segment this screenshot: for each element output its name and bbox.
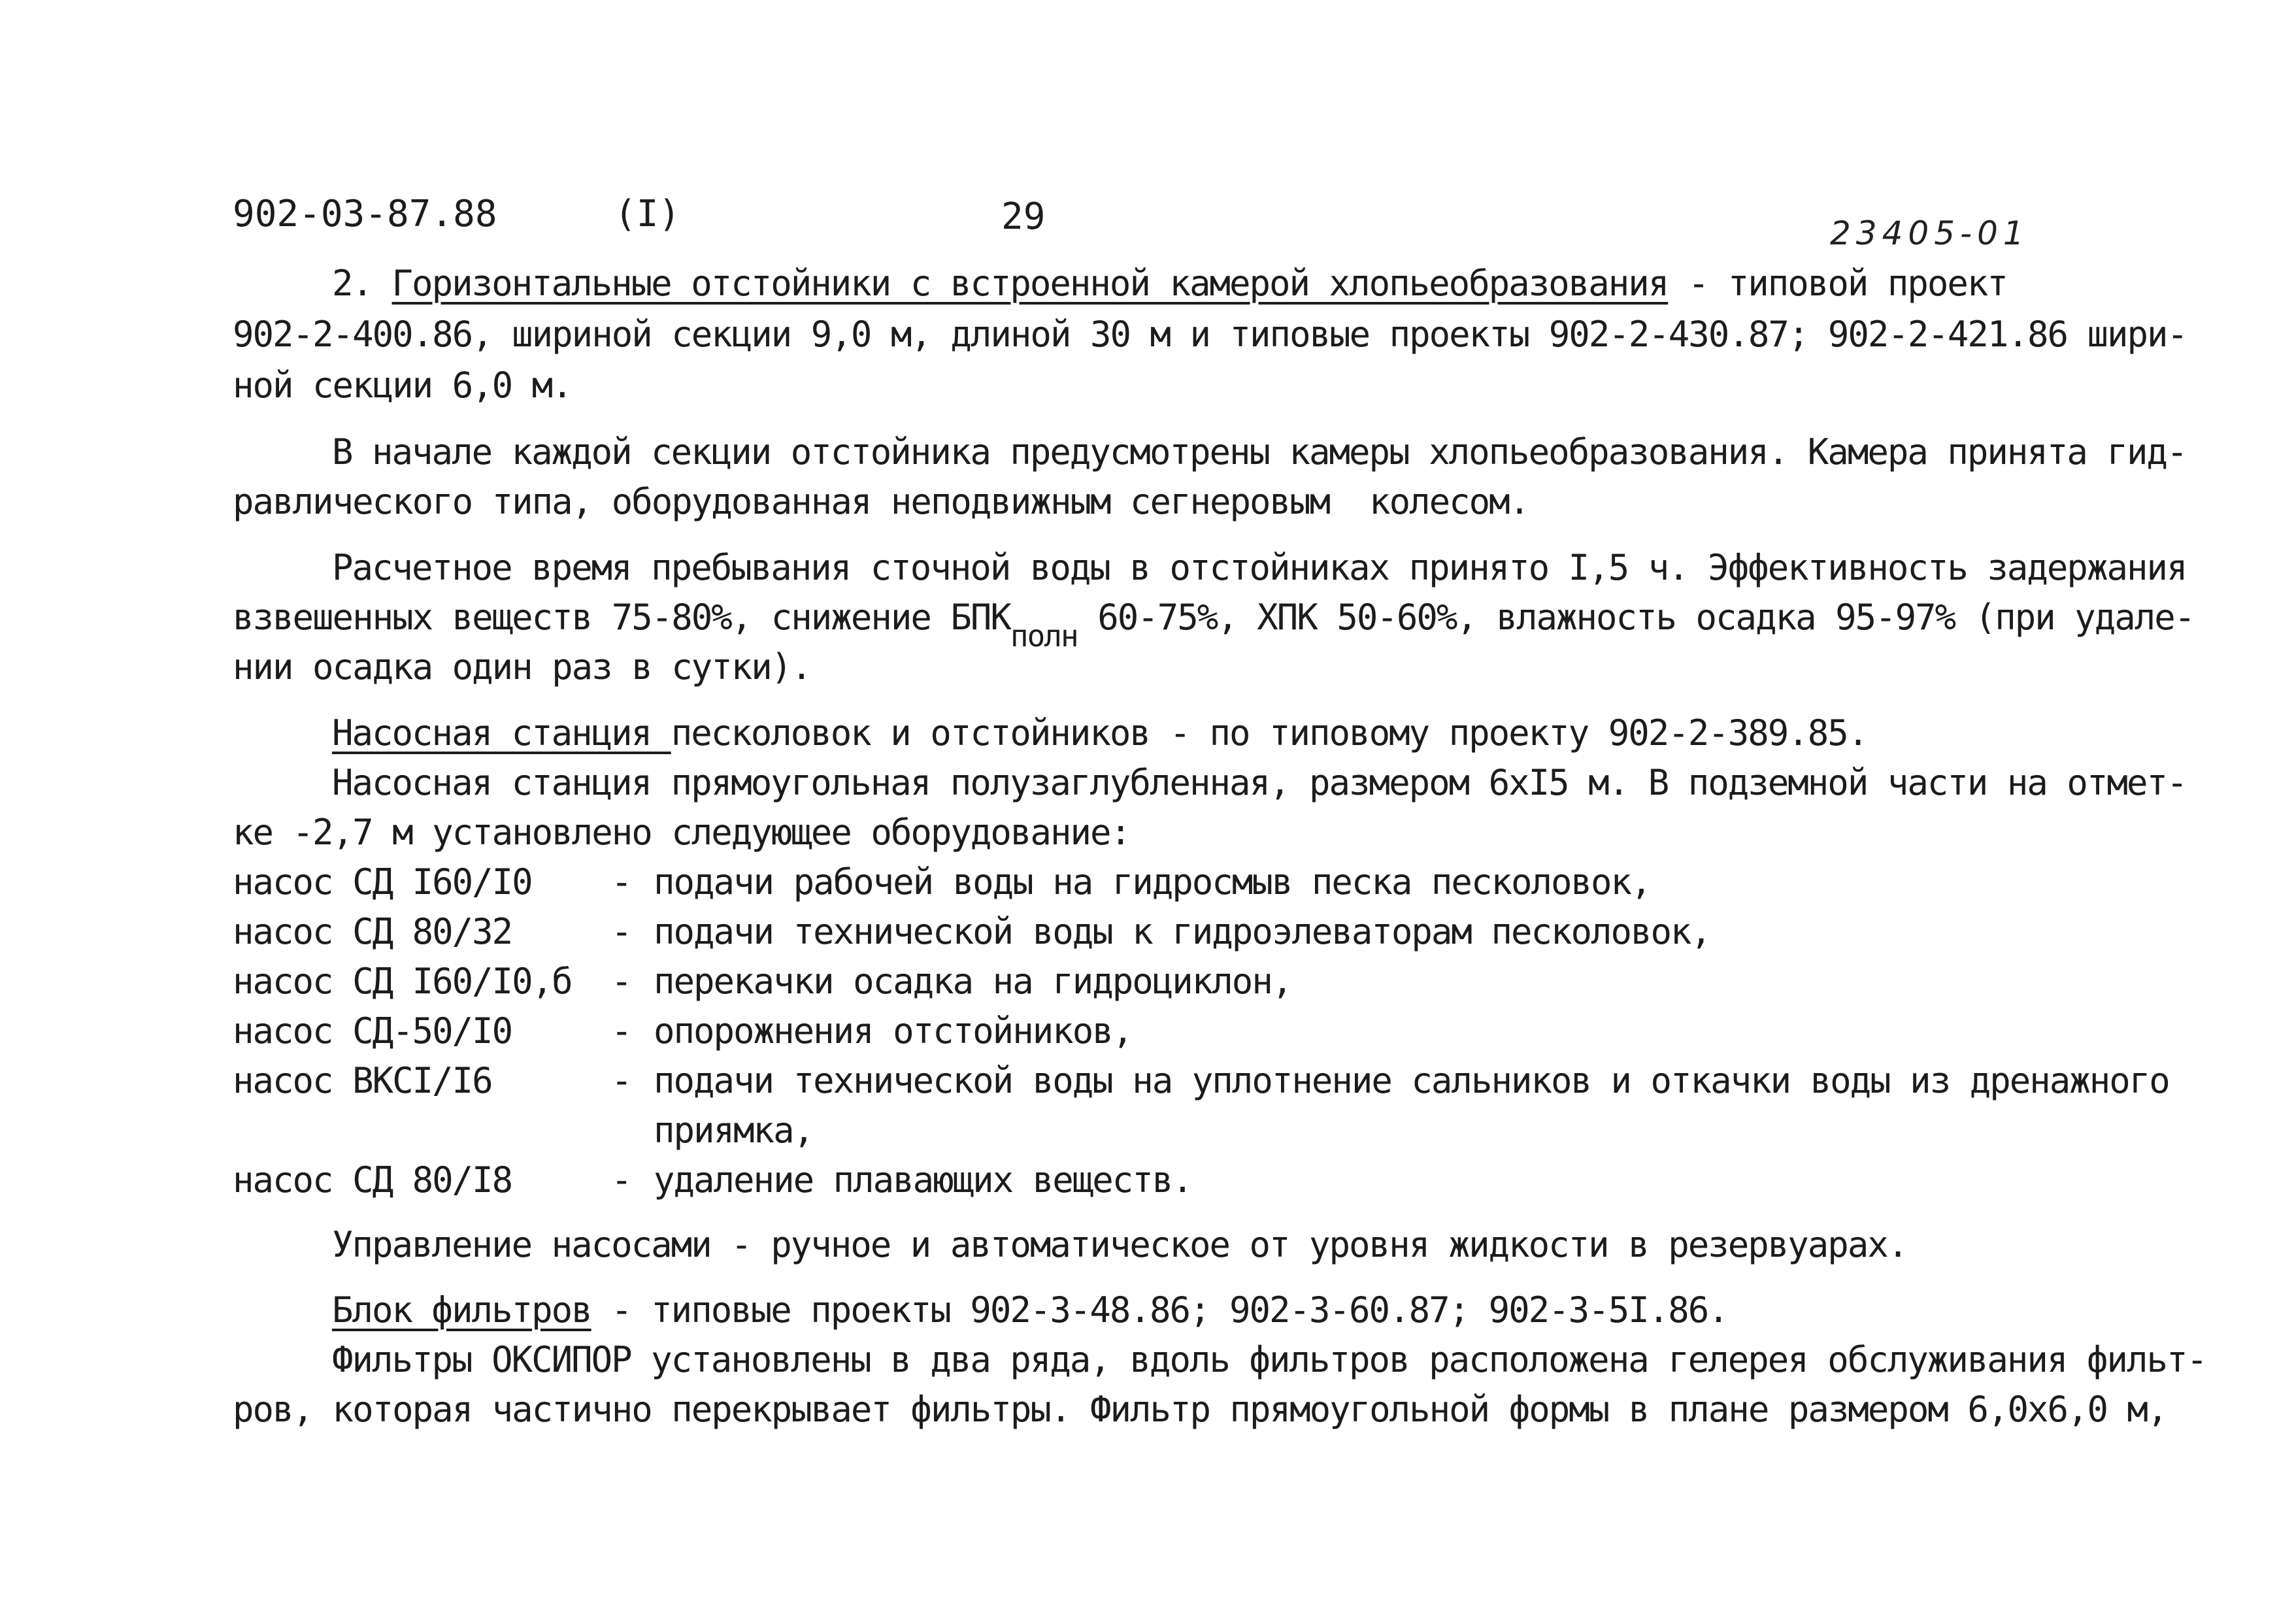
filter-block-line-1: [332, 1289, 1728, 1331]
page-number: 29: [1001, 195, 1046, 238]
time-paragraph-line-1: Расчетное время пребывания сточной воды в отстойниках принято I,5 ч. Эффективность задержания: [332, 547, 2187, 588]
pump-description: подачи технической воды к гидроэлеваторам песколовок,: [654, 911, 1711, 952]
handwritten-reference: 23405-01: [1830, 214, 2029, 252]
filter-block-title-rest: - типовые проекты 902-3-48.86; 902-3-60.87; 902-3-5I.86.: [591, 1289, 1728, 1331]
time-text-b: 60-75%, ХПК 50-60%, влажность осадка 95-97% (при удале-: [1077, 597, 2195, 638]
pump-station-desc-line-1: Насосная станция прямоугольная полузаглубленная, размером 6хI5 м. В подземной части на отмет-: [332, 762, 2187, 803]
bpk-subscript: полн: [1010, 618, 1078, 654]
pump-dash: -: [611, 961, 631, 1002]
section-2-line-3: ной секции 6,0 м.: [233, 365, 572, 406]
doc-code: 902-03-87.88: [233, 193, 497, 235]
chambers-paragraph-line-2: равлического типа, оборудованная неподвижным сегнеровым колесом.: [233, 481, 1529, 522]
section-title: Горизонтальные отстойники с встроенной камерой хлопьеобразования: [391, 263, 1669, 304]
pump-station-title-rest: песколовок и отстойников - по типовому проекту 902-2-389.85.: [671, 712, 1868, 754]
pump-description: удаление плавающих веществ.: [654, 1159, 1192, 1201]
section-2-line-2: 902-2-400.86, шириной секции 9,0 м, длиной 30 м и типовые проекты 902-2-430.87; 902-2-421.86 шири-: [233, 314, 2187, 355]
pump-station-desc-line-2: ке -2,7 м установлено следующее оборудование:: [233, 812, 1130, 853]
time-paragraph-line-3: нии осадка один раз в сутки).: [233, 646, 811, 688]
section-number: 2.: [332, 263, 373, 304]
pump-station-line-1: [332, 712, 1868, 754]
filter-desc-line-1: Фильтры ОКСИПОР установлены в два ряда, вдоль фильтров расположена гелерея обслуживания фильт-: [332, 1339, 2207, 1380]
pump-description: опорожнения отстойников,: [654, 1010, 1133, 1052]
pump-control-line: Управление насосами - ручное и автоматическое от уровня жидкости в резервуарах.: [332, 1224, 1908, 1265]
pump-description-continuation: приямка,: [654, 1110, 814, 1151]
chambers-paragraph-line-1: В начале каждой секции отстойника предусмотрены камеры хлопьеобразования. Камера принята гид-: [332, 431, 2187, 472]
filter-block-title: Блок фильтров: [332, 1289, 591, 1331]
filter-desc-line-2: ров, которая частично перекрывает фильтры. Фильтр прямоугольной формы в плане размером 6,0х6,0 м,: [233, 1389, 2167, 1430]
pump-dash: -: [611, 1159, 631, 1201]
time-text-a: взвешенных веществ 75-80%, снижение БПК: [233, 597, 1010, 638]
pump-dash: -: [611, 861, 631, 903]
pump-name: насос ВКСI/I6: [233, 1060, 492, 1101]
pump-dash: -: [611, 911, 631, 952]
pump-description: подачи технической воды на уплотнение сальников и откачки воды из дренажного: [654, 1060, 2169, 1101]
pump-dash: -: [611, 1010, 631, 1052]
pump-name: насос СД 80/32: [233, 911, 512, 952]
pump-description: перекачки осадка на гидроциклон,: [654, 961, 1292, 1002]
pump-description: подачи рабочей воды на гидросмыв песка песколовок,: [654, 861, 1651, 903]
time-paragraph-line-2: [233, 597, 2195, 654]
pump-station-title: Насосная станция: [332, 712, 671, 754]
pump-dash: -: [611, 1060, 631, 1101]
section-title-rest: - типовой проект: [1668, 263, 2007, 304]
section-2-line-1: [332, 263, 2007, 304]
pump-name: насос СД I60/I0: [233, 861, 532, 903]
pump-name: насос СД I60/I0,б: [233, 961, 572, 1002]
part-number: (I): [614, 193, 681, 235]
pump-name: насос СД 80/I8: [233, 1159, 512, 1201]
pump-name: насос СД-50/I0: [233, 1010, 512, 1052]
